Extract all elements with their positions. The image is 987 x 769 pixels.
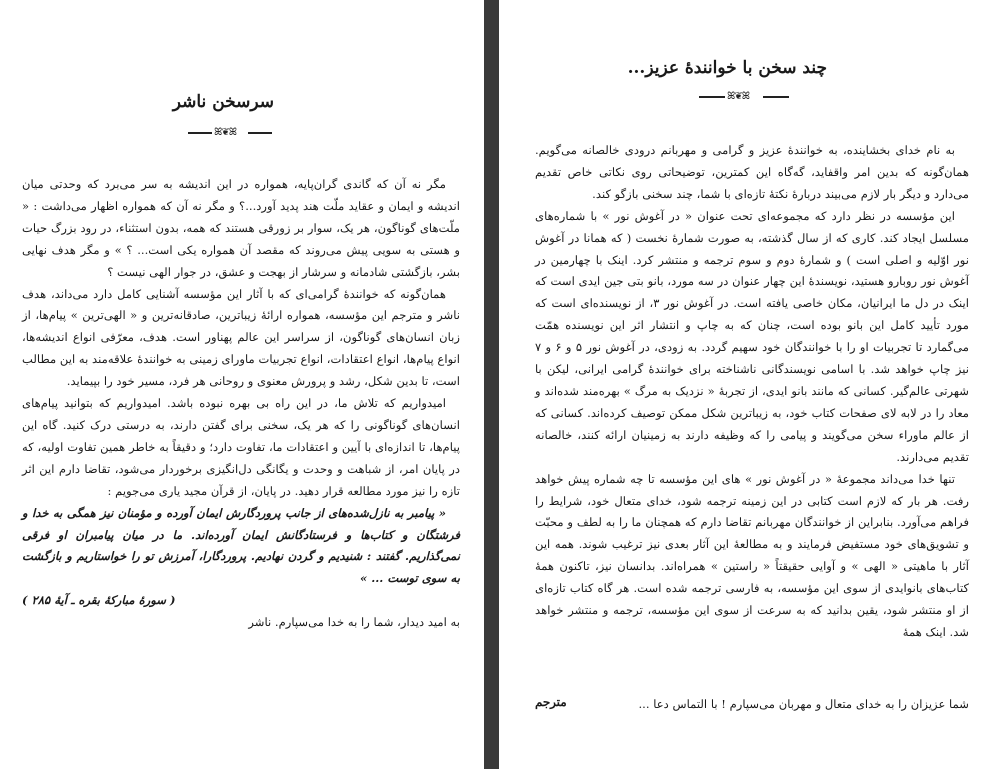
left-quote: « پیامبر به نازل‌شده‌های از جانب پروردگارش ایمان آورده و مؤمنان نیز همگی به خدا و فرشتگان و کتاب‌ها و فرستادگانش ایمان آورده‌اند. ما در میان پیامبران او فرقی نمی‌گذاریم. گفتند : شنیدیم و گردن نهادیم. پروردگارا، آمرزش تو را خواستاریم و بازگشت به سوی توست ... » (22, 505, 460, 586)
book-spine (484, 0, 499, 769)
right-title-ornament (699, 91, 789, 103)
left-paragraph-2: همان‌گونه که خوانندهٔ گرامی‌ای که با آثار این مؤسسه آشنایی کامل دارد می‌داند، هدف ناشر و مترجم این مؤسسه، همواره ارائهٔ زیباترین، صادقانه‌ترین و « الهی‌ترین » پیام‌ها، از زبان انسان‌های گوناگون، از سراسر این عالم پهناور است. هدف، معرّفی انواع اندیشه‌ها، انواع پیام‌ها، انواع اعتقادات، انواع تجربیات ماورای زمینی به خوانندهٔ علاقه‌مند به این مطالب است، تا بدین شکل، رشد و پرورش معنوی و روحانی هر فرد، مسیر خود را بپیماید. (22, 286, 460, 389)
right-paragraph-1: به نام خدای بخشاینده، به خوانندهٔ عزیز و گرامی و مهربانم درودی خالصانه می‌گویم. همان‌گونه که بدین امر واقفاید، گه‌گاه این کمترین، توضیحاتی روی نکاتی خاص تقدیم می‌دارد و دیگر بار لازم می‌بیند دربارهٔ نکتهٔ تازه‌ای با شما، چند سخنی بازگو کند. (535, 143, 969, 201)
left-paragraph-1: مگر نه آن که گاندی گران‌پایه، همواره در این اندیشه به سر می‌برد که وحدتی میان اندیشه و ایمان و عقاید ملّت هند پدید آورد...؟ و مگر نه آن که همواره اظهار می‌داشت : « ملّت‌های گوناگون، هر یک، سوار بر زورقی هستند که همه، بدون استثناء، در رود بزرگ حیات و هستی به سویی پیش می‌روند که مقصد آن همواره یکی است... ؟ » و مگر هدف نهایی بشر، بازگشتی شادمانه و سرشار از بهجت و عشق، در جوار الهی نیست ؟ (22, 177, 460, 279)
left-page-body (22, 174, 460, 634)
left-quote-reference: ( سورهٔ مبارکهٔ بقره ـ آیهٔ ۲۸۵ ) (22, 593, 176, 608)
ornament-knot-icon: ꕤ❦ꕤ (727, 91, 750, 102)
left-page-title: سرسخن ناشر (172, 92, 274, 112)
right-paragraph-2: این مؤسسه در نظر دارد که مجموعه‌ای تحت عنوان « در آغوش نور » با شماره‌های مسلسل ایجاد کند. کاری که از سال گذشته، به صورت شمارهٔ نخست ( که همانا در آغوش نور اوّلیه و اصلی است ) و شمارهٔ دوم و سوم ترجمه و منتشر کرد. اینک با چهارمین در آغوش نور روبارو هستید، نویسندهٔ این چهار عنوان در سه مورد، بانو بتی جین ایدی است که اینک در دل ما ایرانیان، مکان خاصی یافته است. در آغوش نور ۳، از نویسنده‌ای است که مورد تأیید کامل این بانو بوده است، چنان که به چاپ و انتشار اثر این نویسنده همّت می‌گمارد تا تجربیات او را با خوانندگان خود سهیم گردد. به زودی، در آغوش نور ۵ و ۶ و ۷ نیز چاپ خواهد شد. با اسامی نویسندگانی ناشناخته برای خوانندهٔ گرامی ایرانی، لیکن با شهرتی عالم‌گیر. کسانی که مانند بانو ایدی، از تجربهٔ « نزدیک به مرگ » بهره‌مند شده‌اند و معاد را در لابه لای صفحات کتاب خود، به زیباترین شکل ممکن توصیف کرده‌اند. کسانی که از عالم ماوراء سخن می‌گویند و پیامی را که وظیفه دارند به زمینیان ارائه کنند، خالصانه تقدیم می‌دارند. (535, 208, 970, 464)
right-signature: مترجم (535, 695, 567, 709)
right-page-body (535, 140, 969, 644)
right-page (499, 0, 987, 769)
right-last-line: شما عزیزان را به خدای متعال و مهربان می‌سپارم ! با التماس دعا ... (638, 697, 969, 711)
right-page-title: چند سخن با خوانندهٔ عزیز... (627, 58, 827, 78)
left-paragraph-3: امیدواریم که تلاش ما، در این راه بی بهره نبوده باشد. امیدواریم که بتوانید پیام‌های انسان‌های گوناگونی را که هر یک، سخنی برای گفتن دارند، به درستی درک کنید. گاه این پیام‌ها، تا اندازه‌ای با آیین و اعتقادات ما، تفاوت دارد؛ و دقیقاً به خاطر همین تفاوت اولیه، که در پایان امر، از شباهت و وحدت و یگانگی دل‌انگیزی برخوردار می‌شود، تقاضا دارم این اثر تازه را نیز مورد مطالعه قرار دهید. در پایان، از قرآن مجید یاری می‌جویم : (22, 396, 460, 498)
ornament-knot-icon: ꕤ❦ꕤ (214, 127, 237, 138)
right-paragraph-3: تنها خدا می‌داند مجموعهٔ « در آغوش نور » های این مؤسسه تا چه شماره پیش خواهد رفت. هر بار که لازم است کتابی در این زمینه ترجمه شود، خدای متعال خود، شرایط را فراهم می‌آورد. بنابراین از خوانندگان مهربانم تقاضا دارم که همچنان ما را به لطف و محبّت و تشویق‌های خود مستفیض فرمایند و به مطالعهٔ این آثار بعدی نیز ترغیب شوند. همه این آثار با ماهیتی « الهی » و آوایی حقیقتاً « راستین » همراه‌اند. بدانسان نیز، تاکنون همهٔ کتاب‌های بانوایدی از سوی این مؤسسه، به فارسی ترجمه شده است. هر گاه کتاب تازه‌ای از او منتشر شود، یقین بدانید که به سرعت از سوی این مؤسسه، ترجمه و منتشر خواهد شد. اینک همهٔ (535, 471, 969, 639)
left-closing: به امید دیدار، شما را به خدا می‌سپارم. ناشر (248, 615, 460, 630)
left-page (0, 0, 484, 769)
left-title-ornament (188, 127, 272, 139)
